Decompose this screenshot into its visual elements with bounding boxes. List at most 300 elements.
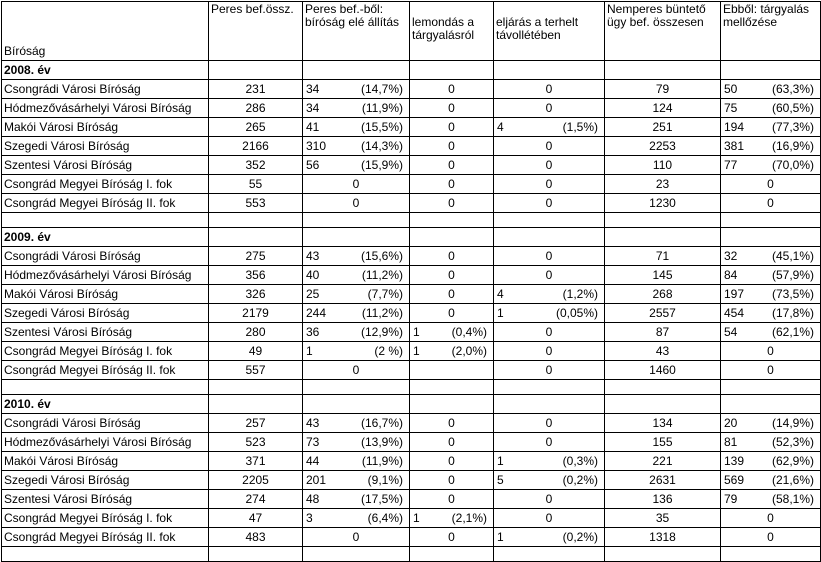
court-name: Csongrád Megyei Bíróság I. fok: [2, 342, 209, 361]
absentia-cell: 0: [494, 509, 605, 528]
absentia-cell-count: 5: [497, 472, 504, 487]
absentia-cell: 0: [494, 80, 605, 99]
court-name: Szegedi Városi Bíróság: [2, 471, 209, 490]
empty-cell: [410, 395, 494, 414]
no-hearing-cell: 0: [721, 175, 821, 194]
absentia-cell: [494, 304, 605, 323]
no-hearing-cell: [721, 118, 821, 137]
no-hearing-cell-percent: (62,1%): [771, 324, 814, 339]
brought-cell-percent: (15,9%): [360, 157, 403, 172]
table-row: [2, 490, 821, 509]
nonlitigious-total: 43: [605, 342, 721, 361]
no-hearing-cell: [721, 414, 821, 433]
brought-cell: [303, 137, 410, 156]
brought-cell: [303, 509, 410, 528]
empty-cell: [303, 61, 410, 80]
header-waiver: lemondás a tárgyalásról: [410, 2, 494, 61]
table-row: [2, 118, 821, 137]
waiver-cell: 0: [410, 490, 494, 509]
brought-cell-percent: (11,9%): [361, 100, 403, 115]
court-name: Csongrád Megyei Bíróság II. fok: [2, 194, 209, 213]
waiver-cell: 0: [410, 137, 494, 156]
brought-cell-count: 40: [306, 267, 320, 282]
no-hearing-cell-count: 79: [724, 491, 738, 506]
table-row: [2, 471, 821, 490]
table-row: [2, 156, 821, 175]
brought-cell-count: 36: [306, 324, 320, 339]
spacer-row: [2, 380, 821, 395]
total-cases: 326: [209, 285, 303, 304]
brought-cell: [303, 342, 410, 361]
nonlitigious-total: 221: [605, 452, 721, 471]
absentia-cell-percent: (1,2%): [562, 286, 598, 301]
total-cases: 280: [209, 323, 303, 342]
year-label: 2009. év: [2, 228, 209, 247]
empty-cell: [494, 380, 605, 395]
no-hearing-cell-count: 454: [724, 305, 745, 320]
absentia-cell: 0: [494, 175, 605, 194]
absentia-cell-count: 1: [497, 453, 504, 468]
brought-cell-percent: (13,9%): [360, 434, 403, 449]
table-row: [2, 361, 821, 380]
empty-cell: [303, 228, 410, 247]
total-cases: 557: [209, 361, 303, 380]
year-label: 2010. év: [2, 395, 209, 414]
year-label: 2008. év: [2, 61, 209, 80]
no-hearing-cell-percent: (77,3%): [771, 119, 814, 134]
empty-cell: [410, 547, 494, 562]
nonlitigious-total: 134: [605, 414, 721, 433]
waiver-cell: [410, 342, 494, 361]
no-hearing-cell-count: 50: [724, 81, 738, 96]
empty-cell: [494, 547, 605, 562]
no-hearing-cell-percent: (14,9%): [771, 415, 814, 430]
no-hearing-cell-percent: (21,6%): [771, 472, 814, 487]
court-name: Csongrádi Városi Bíróság: [2, 80, 209, 99]
brought-cell: [303, 304, 410, 323]
empty-cell: [303, 380, 410, 395]
no-hearing-cell-percent: (60,5%): [771, 100, 814, 115]
no-hearing-cell-percent: (57,9%): [771, 267, 814, 282]
nonlitigious-total: 71: [605, 247, 721, 266]
nonlitigious-total: 1230: [605, 194, 721, 213]
brought-cell-count: 73: [306, 434, 320, 449]
court-name: Makói Városi Bíróság: [2, 285, 209, 304]
absentia-cell: 0: [494, 137, 605, 156]
waiver-cell: [410, 509, 494, 528]
no-hearing-cell: 0: [721, 194, 821, 213]
nonlitigious-total: 268: [605, 285, 721, 304]
total-cases: 49: [209, 342, 303, 361]
absentia-cell: [494, 452, 605, 471]
empty-cell: [721, 61, 821, 80]
empty-cell: [494, 228, 605, 247]
empty-cell: [721, 547, 821, 562]
empty-cell: [303, 547, 410, 562]
empty-cell: [721, 228, 821, 247]
nonlitigious-total: 2631: [605, 471, 721, 490]
no-hearing-cell-count: 381: [724, 138, 745, 153]
no-hearing-cell: [721, 285, 821, 304]
no-hearing-cell-percent: (52,3%): [771, 434, 814, 449]
empty-cell: [605, 61, 721, 80]
no-hearing-cell: [721, 304, 821, 323]
spacer-row: [2, 547, 821, 562]
total-cases: 286: [209, 99, 303, 118]
brought-cell-percent: (14,3%): [360, 138, 403, 153]
no-hearing-cell: [721, 80, 821, 99]
brought-cell-count: 34: [306, 100, 320, 115]
no-hearing-cell-percent: (70,0%): [771, 157, 814, 172]
waiver-cell-percent: (2,1%): [451, 510, 487, 525]
brought-cell-percent: (11,2%): [361, 267, 403, 282]
empty-cell: [209, 228, 303, 247]
waiver-cell-count: 1: [413, 343, 420, 358]
no-hearing-cell: 0: [721, 361, 821, 380]
table-row: [2, 323, 821, 342]
absentia-cell-count: 4: [497, 119, 504, 134]
table-row: [2, 285, 821, 304]
waiver-cell: 0: [410, 247, 494, 266]
nonlitigious-total: 35: [605, 509, 721, 528]
no-hearing-cell-percent: (73,5%): [771, 286, 814, 301]
table-row: [2, 175, 821, 194]
no-hearing-cell: 0: [721, 528, 821, 547]
waiver-cell-percent: (0,4%): [451, 324, 487, 339]
court-name: Szentesi Városi Bíróság: [2, 490, 209, 509]
brought-cell: [303, 490, 410, 509]
no-hearing-cell-count: 77: [724, 157, 738, 172]
table-row: [2, 304, 821, 323]
brought-cell: [303, 285, 410, 304]
no-hearing-cell: 0: [721, 342, 821, 361]
no-hearing-cell-count: 20: [724, 415, 738, 430]
court-name: Csongrádi Városi Bíróság: [2, 414, 209, 433]
brought-cell: [303, 414, 410, 433]
brought-cell-count: 34: [306, 81, 320, 96]
empty-cell: [209, 213, 303, 228]
waiver-cell-percent: (2,0%): [451, 343, 487, 358]
brought-cell-count: 25: [306, 286, 320, 301]
absentia-cell-percent: (1,5%): [562, 119, 598, 134]
total-cases: 257: [209, 414, 303, 433]
empty-cell: [2, 213, 209, 228]
brought-cell: [303, 266, 410, 285]
total-cases: 275: [209, 247, 303, 266]
table-row: [2, 137, 821, 156]
waiver-cell: 0: [410, 528, 494, 547]
empty-cell: [410, 61, 494, 80]
empty-cell: [605, 213, 721, 228]
total-cases: 2205: [209, 471, 303, 490]
no-hearing-cell-percent: (16,9%): [771, 138, 814, 153]
absentia-cell-count: 4: [497, 286, 504, 301]
absentia-cell: 0: [494, 323, 605, 342]
brought-cell-count: 48: [306, 491, 320, 506]
empty-cell: [494, 395, 605, 414]
year-row: [2, 228, 821, 247]
brought-cell: [303, 433, 410, 452]
court-name: Szentesi Városi Bíróság: [2, 156, 209, 175]
brought-cell-percent: (7,7%): [367, 286, 403, 301]
nonlitigious-total: 155: [605, 433, 721, 452]
nonlitigious-total: 110: [605, 156, 721, 175]
absentia-cell: 0: [494, 433, 605, 452]
absentia-cell: [494, 471, 605, 490]
table-row: [2, 99, 821, 118]
nonlitigious-total: 1460: [605, 361, 721, 380]
no-hearing-cell: [721, 433, 821, 452]
waiver-cell: 0: [410, 194, 494, 213]
waiver-cell: 0: [410, 175, 494, 194]
brought-cell-percent: (11,9%): [361, 453, 403, 468]
table-row: [2, 80, 821, 99]
absentia-cell: 0: [494, 99, 605, 118]
table-row: [2, 247, 821, 266]
empty-cell: [721, 380, 821, 395]
header-court: Bíróság: [2, 2, 209, 61]
total-cases: 356: [209, 266, 303, 285]
no-hearing-cell-percent: (62,9%): [771, 453, 814, 468]
waiver-cell: 0: [410, 80, 494, 99]
nonlitigious-total: 2253: [605, 137, 721, 156]
absentia-cell-count: 1: [497, 529, 504, 544]
empty-cell: [209, 547, 303, 562]
table-row: [2, 194, 821, 213]
absentia-cell: 0: [494, 361, 605, 380]
brought-cell-percent: (17,5%): [360, 491, 403, 506]
court-name: Csongrád Megyei Bíróság I. fok: [2, 175, 209, 194]
brought-cell-count: 44: [306, 453, 320, 468]
empty-cell: [2, 380, 209, 395]
no-hearing-cell: [721, 323, 821, 342]
empty-cell: [721, 213, 821, 228]
no-hearing-cell-count: 194: [724, 119, 745, 134]
court-name: Makói Városi Bíróság: [2, 452, 209, 471]
table-row: [2, 452, 821, 471]
no-hearing-cell-count: 54: [724, 324, 738, 339]
nonlitigious-total: 1318: [605, 528, 721, 547]
empty-cell: [494, 213, 605, 228]
absentia-cell-count: 1: [497, 305, 504, 320]
brought-cell: [303, 471, 410, 490]
brought-cell-count: 3: [306, 510, 313, 525]
empty-cell: [303, 395, 410, 414]
no-hearing-cell: [721, 471, 821, 490]
waiver-cell-count: 1: [413, 324, 420, 339]
no-hearing-cell: [721, 156, 821, 175]
empty-cell: [410, 380, 494, 395]
absentia-cell: 0: [494, 266, 605, 285]
absentia-cell: 0: [494, 247, 605, 266]
brought-cell-count: 310: [306, 138, 327, 153]
brought-cell-count: 56: [306, 157, 320, 172]
total-cases: 483: [209, 528, 303, 547]
brought-cell-percent: (16,7%): [360, 415, 403, 430]
brought-cell: [303, 452, 410, 471]
waiver-cell: [410, 323, 494, 342]
no-hearing-cell-percent: (58,1%): [771, 491, 814, 506]
no-hearing-cell: [721, 266, 821, 285]
empty-cell: [209, 395, 303, 414]
table-row: [2, 528, 821, 547]
court-name: Csongrád Megyei Bíróság I. fok: [2, 509, 209, 528]
total-cases: 352: [209, 156, 303, 175]
brought-cell: 0: [303, 175, 410, 194]
brought-cell: [303, 80, 410, 99]
brought-cell: [303, 247, 410, 266]
absentia-cell: 0: [494, 342, 605, 361]
no-hearing-cell: [721, 452, 821, 471]
table-row: [2, 342, 821, 361]
absentia-cell: 0: [494, 490, 605, 509]
brought-cell-count: 43: [306, 248, 320, 263]
brought-cell-percent: (9,1%): [367, 472, 403, 487]
court-name: Szegedi Városi Bíróság: [2, 137, 209, 156]
court-statistics-table: [1, 1, 821, 562]
empty-cell: [209, 380, 303, 395]
empty-cell: [2, 547, 209, 562]
no-hearing-cell: [721, 99, 821, 118]
no-hearing-cell-count: 81: [724, 434, 738, 449]
brought-cell-percent: (15,5%): [360, 119, 403, 134]
total-cases: 553: [209, 194, 303, 213]
waiver-cell: 0: [410, 118, 494, 137]
nonlitigious-total: 87: [605, 323, 721, 342]
nonlitigious-total: 251: [605, 118, 721, 137]
waiver-cell: 0: [410, 156, 494, 175]
total-cases: 231: [209, 80, 303, 99]
brought-cell: [303, 99, 410, 118]
empty-cell: [605, 380, 721, 395]
nonlitigious-total: 2557: [605, 304, 721, 323]
brought-cell-percent: (6,4%): [367, 510, 403, 525]
nonlitigious-total: 23: [605, 175, 721, 194]
brought-cell-count: 41: [306, 119, 320, 134]
waiver-cell: 0: [410, 433, 494, 452]
court-name: Hódmezővásárhelyi Városi Bíróság: [2, 266, 209, 285]
empty-cell: [410, 228, 494, 247]
absentia-cell: [494, 285, 605, 304]
year-row: [2, 395, 821, 414]
brought-cell-percent: (14,7%): [360, 81, 403, 96]
waiver-cell: 0: [410, 285, 494, 304]
waiver-cell: 0: [410, 452, 494, 471]
total-cases: 2179: [209, 304, 303, 323]
no-hearing-cell-count: 569: [724, 472, 745, 487]
no-hearing-cell: 0: [721, 509, 821, 528]
waiver-cell: 0: [410, 99, 494, 118]
total-cases: 2166: [209, 137, 303, 156]
absentia-cell: [494, 118, 605, 137]
brought-cell-percent: (15,6%): [360, 248, 403, 263]
spacer-row: [2, 213, 821, 228]
absentia-cell: 0: [494, 414, 605, 433]
nonlitigious-total: 124: [605, 99, 721, 118]
header-brought: Peres bef.-ből: bíróság elé állítás: [303, 2, 410, 61]
total-cases: 265: [209, 118, 303, 137]
no-hearing-cell: [721, 490, 821, 509]
nonlitigious-total: 145: [605, 266, 721, 285]
empty-cell: [605, 547, 721, 562]
brought-cell-count: 1: [306, 343, 313, 358]
absentia-cell: 0: [494, 194, 605, 213]
empty-cell: [303, 213, 410, 228]
brought-cell: 0: [303, 194, 410, 213]
header-total: Peres bef.össz.: [209, 2, 303, 61]
no-hearing-cell-percent: (63,3%): [771, 81, 814, 96]
absentia-cell-percent: (0,3%): [562, 453, 598, 468]
no-hearing-cell-count: 75: [724, 100, 738, 115]
court-name: Hódmezővásárhelyi Városi Bíróság: [2, 99, 209, 118]
empty-cell: [209, 61, 303, 80]
no-hearing-cell-count: 84: [724, 267, 738, 282]
court-name: Makói Városi Bíróság: [2, 118, 209, 137]
total-cases: 274: [209, 490, 303, 509]
table-row: [2, 414, 821, 433]
nonlitigious-total: 136: [605, 490, 721, 509]
year-row: [2, 61, 821, 80]
no-hearing-cell-count: 197: [724, 286, 745, 301]
table-row: [2, 509, 821, 528]
court-name: Hódmezővásárhelyi Városi Bíróság: [2, 433, 209, 452]
court-name: Csongrádi Városi Bíróság: [2, 247, 209, 266]
absentia-cell-percent: (0,05%): [555, 305, 598, 320]
empty-cell: [605, 228, 721, 247]
waiver-cell: 0: [410, 266, 494, 285]
court-name: Csongrád Megyei Bíróság II. fok: [2, 361, 209, 380]
brought-cell: [303, 323, 410, 342]
absentia-cell-percent: (0,2%): [562, 529, 598, 544]
no-hearing-cell-count: 139: [724, 453, 745, 468]
no-hearing-cell-percent: (17,8%): [771, 305, 814, 320]
table-row: [2, 433, 821, 452]
court-name: Csongrád Megyei Bíróság II. fok: [2, 528, 209, 547]
court-name: Szegedi Városi Bíróság: [2, 304, 209, 323]
waiver-cell-count: 1: [413, 510, 420, 525]
waiver-cell: 0: [410, 414, 494, 433]
brought-cell: [303, 156, 410, 175]
waiver-cell: 0: [410, 471, 494, 490]
total-cases: 55: [209, 175, 303, 194]
absentia-cell: 0: [494, 156, 605, 175]
brought-cell-percent: (11,2%): [361, 305, 403, 320]
brought-cell-count: 244: [306, 305, 327, 320]
brought-cell-percent: (2 %): [374, 343, 403, 358]
no-hearing-cell: [721, 137, 821, 156]
empty-cell: [721, 395, 821, 414]
nonlitigious-total: 79: [605, 80, 721, 99]
brought-cell: [303, 118, 410, 137]
brought-cell-percent: (12,9%): [360, 324, 403, 339]
empty-cell: [494, 61, 605, 80]
header-absentia: eljárás a terhelt távollétében: [494, 2, 605, 61]
court-name: Szentesi Városi Bíróság: [2, 323, 209, 342]
total-cases: 371: [209, 452, 303, 471]
brought-cell: 0: [303, 361, 410, 380]
brought-cell-count: 201: [306, 472, 327, 487]
empty-cell: [410, 213, 494, 228]
no-hearing-cell-percent: (45,1%): [771, 248, 814, 263]
absentia-cell-percent: (0,2%): [562, 472, 598, 487]
no-hearing-cell: [721, 247, 821, 266]
brought-cell-count: 43: [306, 415, 320, 430]
total-cases: 47: [209, 509, 303, 528]
no-hearing-cell-count: 32: [724, 248, 738, 263]
absentia-cell: [494, 528, 605, 547]
empty-cell: [605, 395, 721, 414]
header-no-hearing: Ebből: tárgyalás mellőzése: [721, 2, 821, 61]
